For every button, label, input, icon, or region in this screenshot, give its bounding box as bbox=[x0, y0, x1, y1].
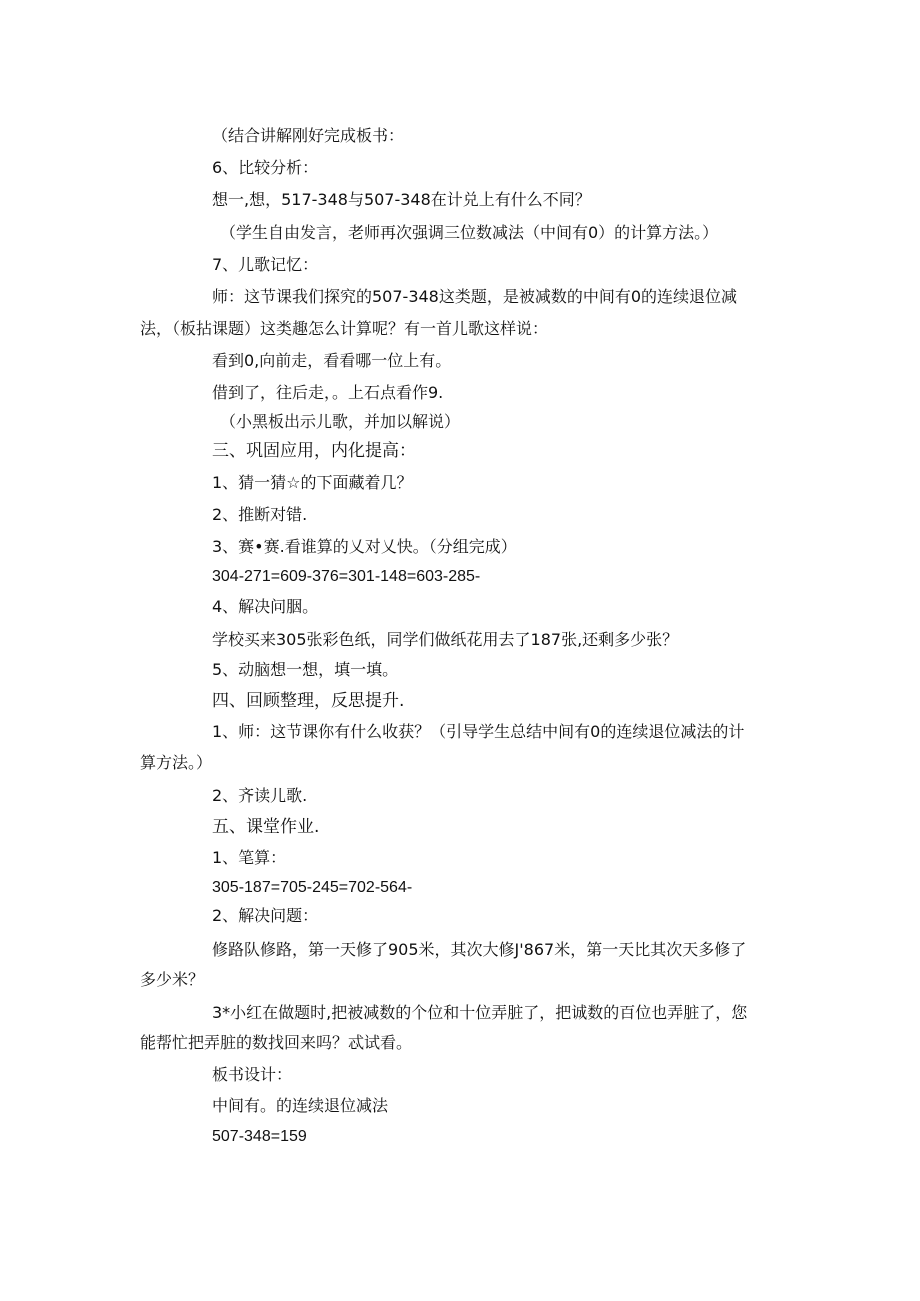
section-heading: 四、回顾整理，反思提升. bbox=[212, 691, 405, 711]
song-line: 看到0,向前走，看看哪一位上有。 bbox=[212, 351, 452, 370]
text-line: 法，（板拈课题）这类趣怎么计算呢？有一首儿歌这样说： bbox=[140, 319, 549, 338]
equation-line: 304-271=609-376=301-148=603-285- bbox=[212, 568, 481, 585]
section-item: 2、解决问题： bbox=[212, 906, 319, 925]
section-item: 7、儿歌记忆： bbox=[212, 255, 319, 274]
song-line: 借到了，往后走，。上石点看作9. bbox=[212, 383, 444, 402]
text-line: 3*小红在做题时,把被减数的个位和十位弄脏了，把诚数的百位也弄脏了，您 bbox=[212, 1003, 748, 1022]
text-line: 中间有。的连续退位减法 bbox=[212, 1096, 389, 1115]
section-item: 1、师：这节课你有什么收获？（引导学生总结中间有0的连续退位减法的计 bbox=[212, 722, 745, 741]
section-item: 4、解决问胭。 bbox=[212, 597, 319, 616]
text-line: 板书设计： bbox=[212, 1065, 293, 1084]
section-item: 1、猜一猜☆的下面藏着几？ bbox=[212, 473, 413, 492]
section-item: 2、齐读儿歌. bbox=[212, 786, 308, 805]
section-item: 2、推断对错. bbox=[212, 505, 308, 524]
section-item: 3、赛•赛.看谁算的乂对乂快。（分组完成） bbox=[212, 537, 517, 556]
equation-line: 507-348=159 bbox=[212, 1128, 307, 1145]
text-line: 想一,想，517-348与507-348在计兑上有什么不同？ bbox=[212, 190, 591, 209]
text-line: 学校买来305张彩色纸，同学们做纸花用去了187张,还剩多少张？ bbox=[212, 630, 679, 649]
equation-line: 305-187=705-245=702-564- bbox=[212, 879, 413, 896]
text-line: 师：这节课我们探究的507-348这类题，是被减数的中间有0的连续退位减 bbox=[212, 287, 738, 306]
text-line: （结合讲解刚好完成板书： bbox=[212, 126, 405, 145]
text-line: （学生自由发言，老师再次强调三位数减法（中间有0）的计算方法。） bbox=[220, 223, 719, 242]
text-line: 算方法。） bbox=[140, 753, 213, 772]
text-line: （小黑板出示儿歌，并加以解说） bbox=[220, 412, 461, 431]
text-line: 多少米？ bbox=[140, 970, 205, 989]
text-line: 修路队修路，第一天修了905米，其次大修J'867米，第一天比其次天多修了 bbox=[212, 940, 747, 959]
section-item: 1、笔算： bbox=[212, 848, 287, 867]
section-heading: 五、课堂作业. bbox=[212, 817, 320, 837]
section-heading: 三、巩固应用，内化提高： bbox=[212, 441, 416, 461]
section-item: 5、动脑想一想，填一填。 bbox=[212, 660, 399, 679]
text-line: 能帮忙把弄脏的数找回来吗？忒试看。 bbox=[140, 1033, 413, 1052]
section-item: 6、比较分析： bbox=[212, 158, 319, 177]
